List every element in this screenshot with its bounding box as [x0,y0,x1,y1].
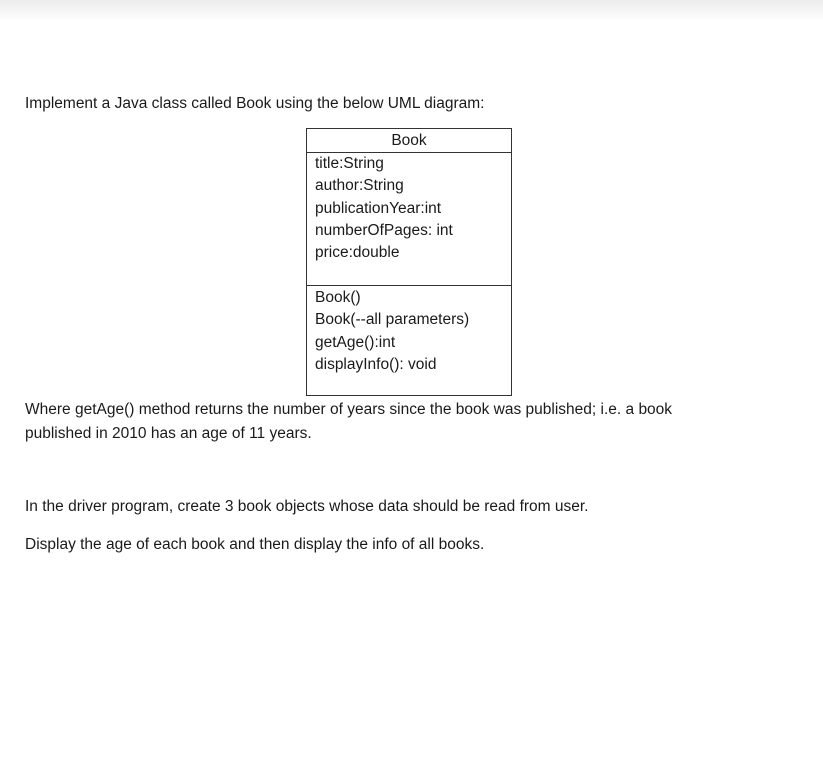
uml-attribute: author:String [315,177,404,195]
uml-class-name: Book [307,129,511,153]
uml-method: getAge():int [315,333,396,351]
uml-attribute: price:double [315,244,400,262]
display-text: Display the age of each book and then display the info of all books. [25,536,485,553]
intro-text: Implement a Java class called Book using the below UML diagram: [25,95,485,112]
uml-attribute: publicationYear:int [315,199,442,217]
uml-method: displayInfo(): void [315,355,437,373]
note-line-2: published in 2010 has an age of 11 years. [25,425,312,442]
note-line-1: Where getAge() method returns the number of years since the book was published; i.e. a book [25,401,673,418]
top-shade [0,0,823,22]
driver-text: In the driver program, create 3 book objects whose data should be read from user. [25,498,589,515]
uml-method: Book() [315,289,361,306]
uml-attribute: title:String [315,155,384,172]
uml-methods-section [307,286,511,376]
uml-method: Book(--all parameters) [315,311,470,329]
uml-attributes-section [307,153,511,286]
uml-attribute: numberOfPages: int [315,221,453,239]
uml-class-diagram [306,128,512,396]
